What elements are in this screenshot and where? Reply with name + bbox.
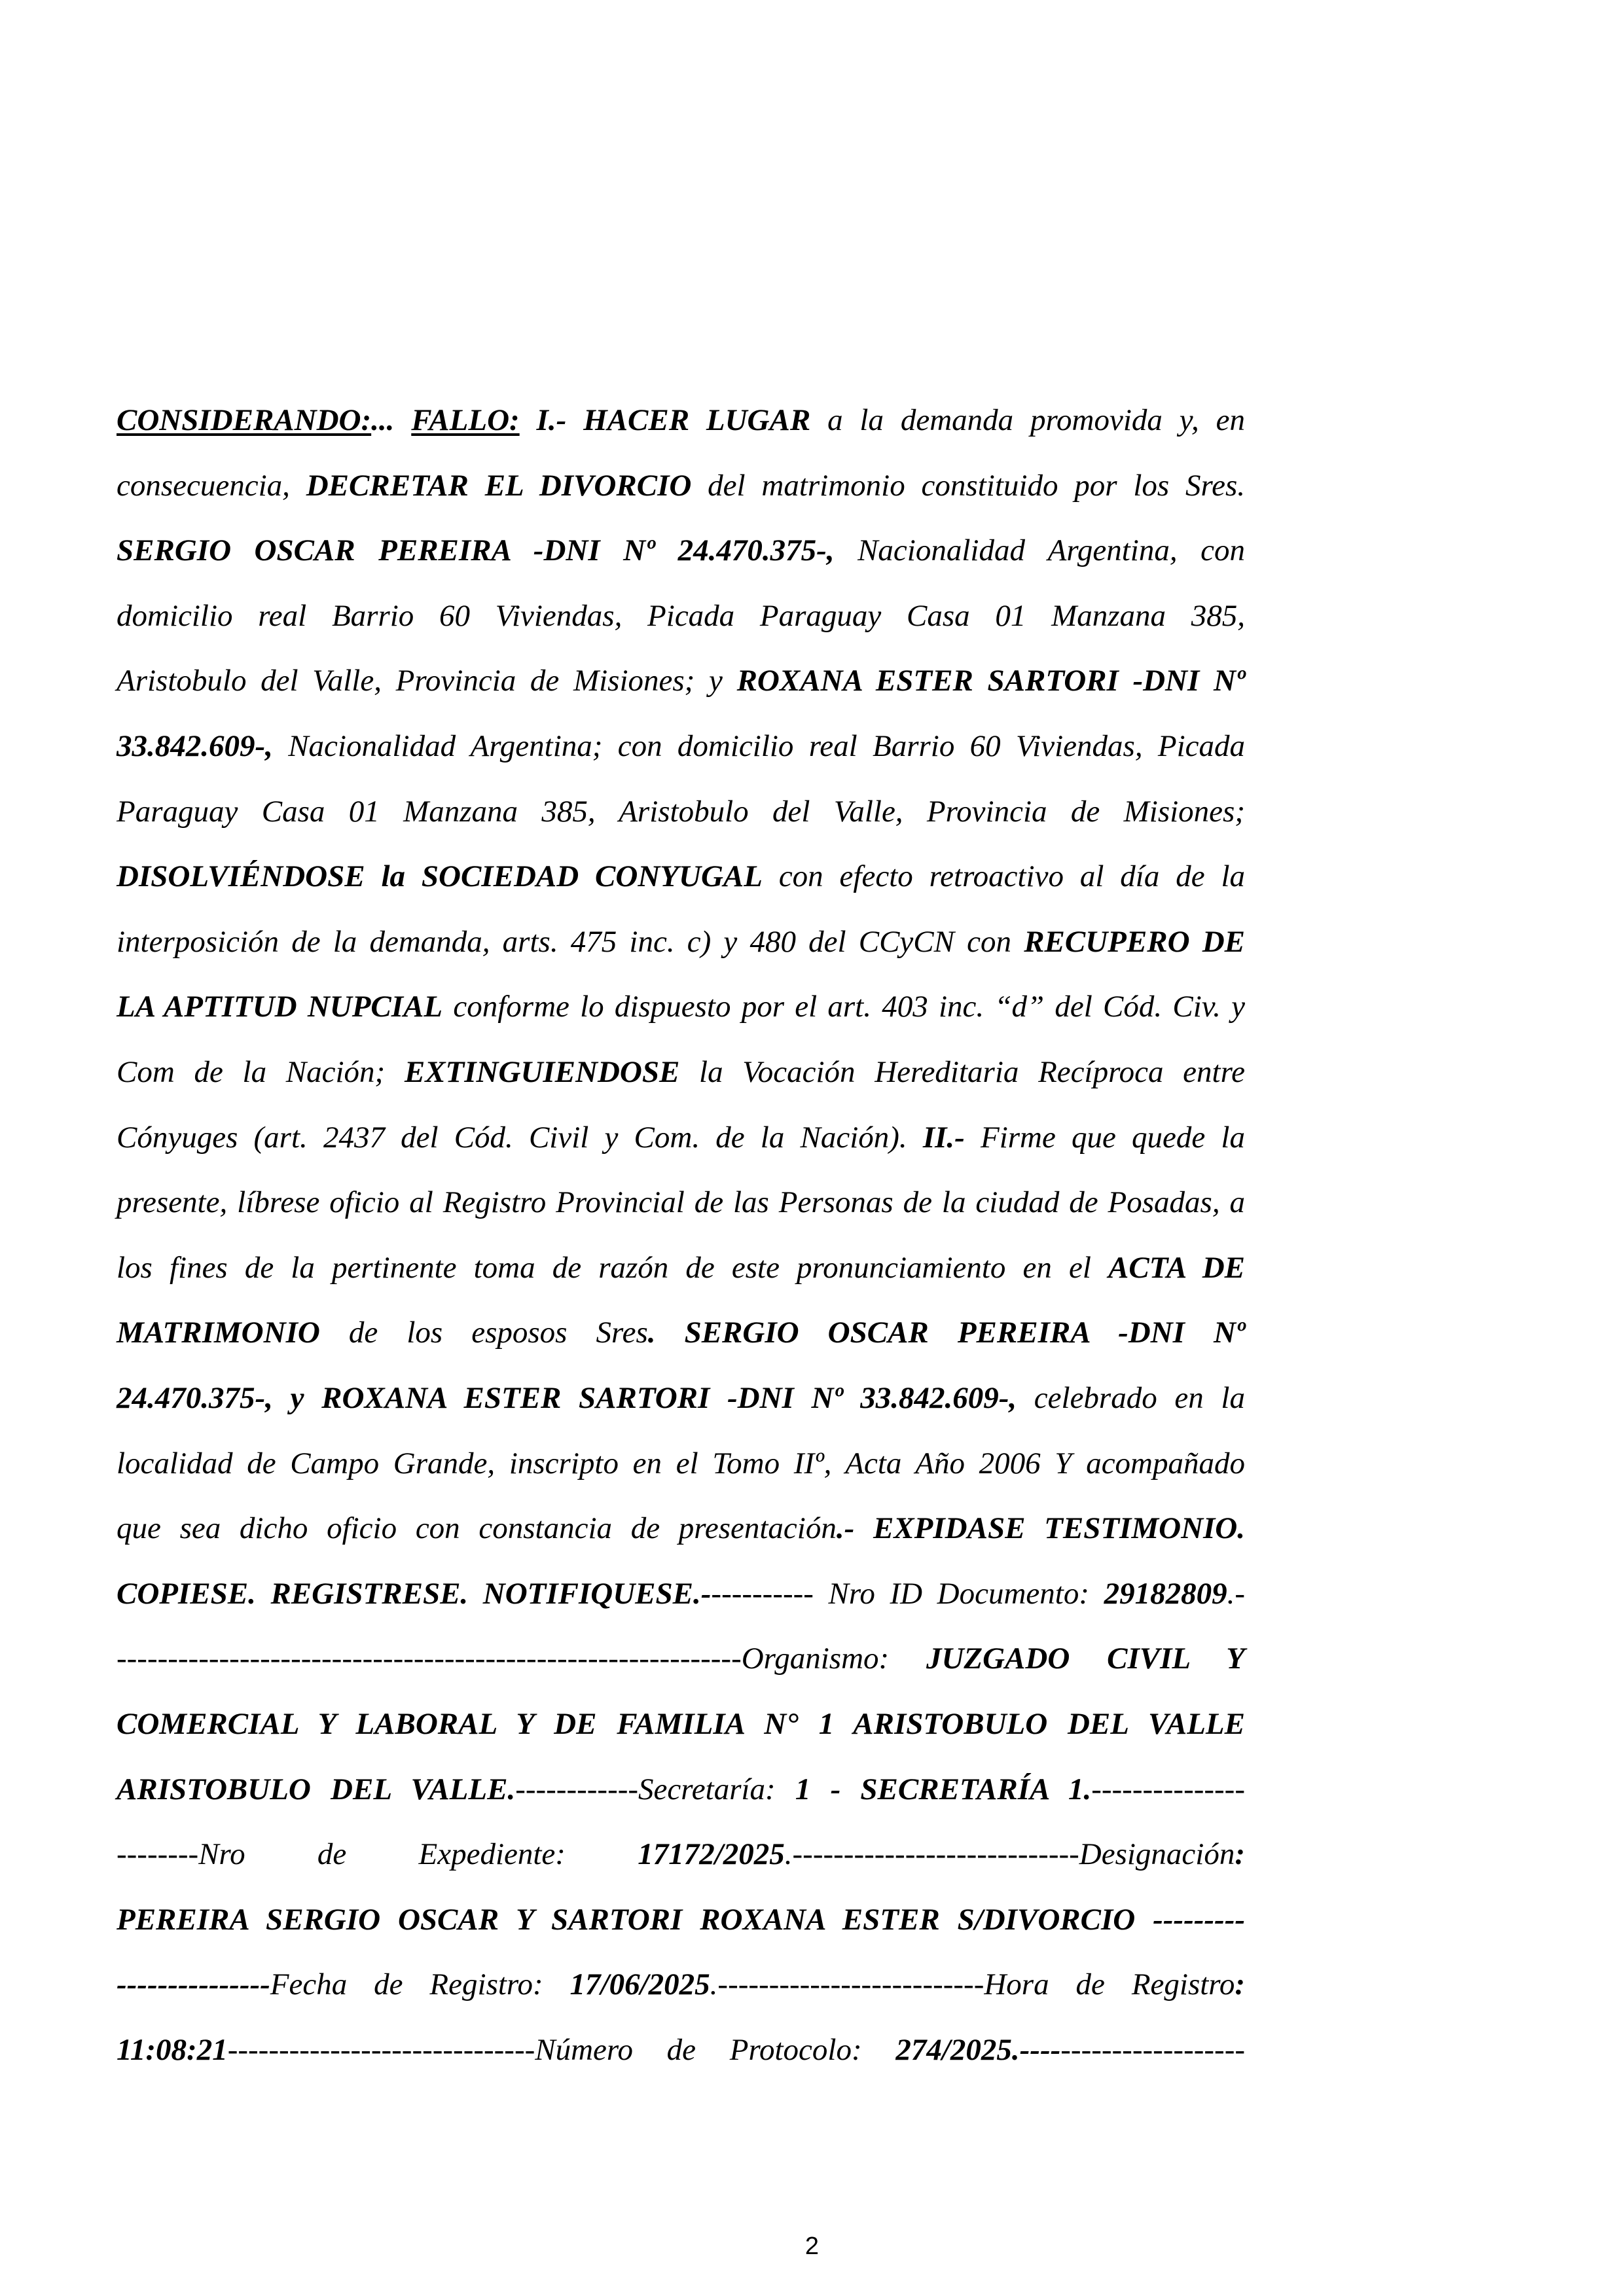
bold-text: . SERGIO OSCAR PEREIRA -DNI Nº — [647, 1316, 1246, 1350]
bold-text: II.- — [922, 1120, 965, 1155]
text-run: los fines de la pertinente toma de razón de este pronunciamiento en el — [117, 1250, 1109, 1285]
bold-text: LA APTITUD NUPCIAL — [117, 990, 443, 1024]
text-line — [117, 1444, 1245, 1483]
bold-text: ... — [371, 403, 412, 437]
bold-text — [411, 403, 519, 437]
text-run: Cónyuges (art. 2437 del Cód. Civil y Com. de la Nación). — [117, 1120, 923, 1155]
text-run: a la demanda promovida y, en — [810, 403, 1246, 437]
text-run: conforme lo dispuesto por el art. 403 inc. “d” del Cód. Civ. y — [442, 990, 1245, 1024]
text-line — [117, 1118, 1245, 1157]
bold-text: MATRIMONIO — [117, 1316, 320, 1350]
text-run: --------------- — [1091, 1772, 1245, 1806]
bold-text: : — [1235, 1837, 1245, 1872]
text-line — [117, 1835, 1245, 1874]
text-line — [117, 1574, 1245, 1613]
page-number: 2 — [804, 2233, 820, 2260]
text-line — [117, 1965, 1245, 2004]
text-line — [117, 531, 1245, 570]
bold-text: RECUPERO DE — [1024, 924, 1245, 959]
bold-text: SERGIO OSCAR PEREIRA -DNI Nº 24.470.375-, — [117, 533, 835, 568]
text-run: localidad de Campo Grande, inscripto en el Tomo IIº, Acta Año 2006 Y acompañado — [117, 1446, 1245, 1480]
underlined-text: FALLO: — [411, 403, 520, 437]
text-run: Fecha de Registro: — [270, 1967, 570, 2002]
text-line — [117, 1052, 1245, 1092]
bold-text: PEREIRA SERGIO OSCAR Y SARTORI ROXANA ESTER S/DIVORCIO --------- — [117, 1902, 1245, 1937]
text-run: .--------------------------Hora de Registro — [710, 1967, 1235, 2002]
text-line — [117, 1639, 1245, 1678]
text-run: Com de la Nación; — [117, 1055, 405, 1089]
text-run: .----------------------------Designación — [784, 1837, 1235, 1872]
text-run: consecuencia, — [117, 468, 306, 503]
text-run: con efecto retroactivo al día de la — [762, 859, 1246, 894]
text-run: Aristobulo del Valle, Provincia de Misiones; y — [117, 664, 737, 698]
text-run: Nacionalidad Argentina; con domicilio real Barrio 60 Viviendas, Picada — [272, 729, 1245, 763]
text-line — [117, 401, 1245, 440]
bold-text: 11:08:21 — [117, 2033, 228, 2067]
bold-text: COPIESE. REGISTRESE. NOTIFIQUESE.- — [117, 1576, 712, 1611]
text-line — [117, 466, 1245, 505]
bold-text: : — [1235, 1967, 1245, 2002]
bold-text: 29182809 — [1104, 1576, 1227, 1611]
text-run: presente, líbrese oficio al Registro Provincial de las Personas de la ciudad de Posadas, a — [117, 1185, 1245, 1220]
text-line — [117, 661, 1245, 700]
text-line — [117, 1313, 1245, 1352]
bold-text: ROXANA ESTER SARTORI -DNI Nº — [736, 664, 1245, 698]
bold-text: 33.842.609-, — [117, 729, 273, 763]
text-line — [117, 1900, 1245, 1939]
text-line — [117, 2030, 1245, 2070]
text-run: interposición de la demanda, arts. 475 inc. c) y 480 del CCyCN con — [117, 924, 1024, 959]
text-run: Firme que quede la — [964, 1120, 1245, 1155]
bold-text: DECRETAR EL DIVORCIO — [306, 468, 692, 503]
text-run: Nacionalidad Argentina, con — [834, 533, 1245, 568]
text-run: ------------------------------Número de Protocolo: — [227, 2033, 896, 2067]
text-run: --------Nro de Expediente: — [117, 1837, 638, 1872]
text-line — [117, 1704, 1245, 1744]
text-run: que sea dicho oficio con constancia de presentación — [117, 1511, 837, 1546]
text-run: -------------------------------------------------------------Organismo: — [117, 1641, 926, 1676]
bold-text: JUZGADO CIVIL Y — [926, 1641, 1245, 1676]
bold-text: 17172/2025 — [638, 1837, 785, 1872]
text-line — [117, 1509, 1245, 1548]
bold-text: ACTA DE — [1108, 1250, 1245, 1285]
text-line — [117, 726, 1245, 766]
text-line — [117, 1378, 1245, 1418]
bold-text: 24.470.375-, y ROXANA ESTER SARTORI -DNI Nº 33.842.609-, — [117, 1381, 1017, 1415]
bold-text: DISOLVIÉNDOSE la SOCIEDAD CONYUGAL — [117, 859, 763, 894]
bold-text: 17/06/2025 — [569, 1967, 710, 2002]
text-line — [117, 596, 1245, 636]
text-line — [117, 1770, 1245, 1809]
underlined-text: CONSIDERANDO: — [117, 403, 372, 437]
bold-text: 1 - SECRETARÍA 1. — [795, 1772, 1092, 1806]
text-line — [117, 1183, 1245, 1222]
bold-text — [117, 403, 371, 437]
text-line — [117, 792, 1245, 831]
text-line — [117, 922, 1245, 961]
text-line — [117, 987, 1245, 1026]
text-line — [117, 857, 1245, 896]
bold-text: COMERCIAL Y LABORAL Y DE FAMILIA N° 1 ARISTOBULO DEL VALLE — [117, 1707, 1245, 1741]
bold-text: --------------- — [117, 1967, 270, 2002]
text-run: del matrimonio constituido por los Sres. — [691, 468, 1245, 503]
text-run: .- — [1227, 1576, 1245, 1611]
bold-text: 274/2025.---- — [895, 2033, 1061, 2067]
bold-text: EXTINGUIENDOSE — [404, 1055, 680, 1089]
text-run: Paraguay Casa 01 Manzana 385, Aristobulo del Valle, Provincia de Misiones; — [117, 794, 1245, 829]
text-run: ------------Secretaría: — [515, 1772, 795, 1806]
bold-text: .- EXPIDASE TESTIMONIO. — [836, 1511, 1245, 1546]
text-line — [117, 1248, 1245, 1287]
bold-text: ARISTOBULO DEL VALLE. — [117, 1772, 516, 1806]
text-run: de los esposos Sres — [319, 1316, 648, 1350]
text-run: celebrado en la — [1017, 1381, 1245, 1415]
text-run: domicilio real Barrio 60 Viviendas, Picada Paraguay Casa 01 Manzana 385, — [117, 598, 1245, 633]
text-run: ------------------ — [1060, 2033, 1245, 2067]
text-run: la Vocación Hereditaria Recíproca entre — [679, 1055, 1245, 1089]
bold-text: I.- HACER LUGAR — [519, 403, 811, 437]
text-run: ---------- Nro ID Documento: — [711, 1576, 1104, 1611]
